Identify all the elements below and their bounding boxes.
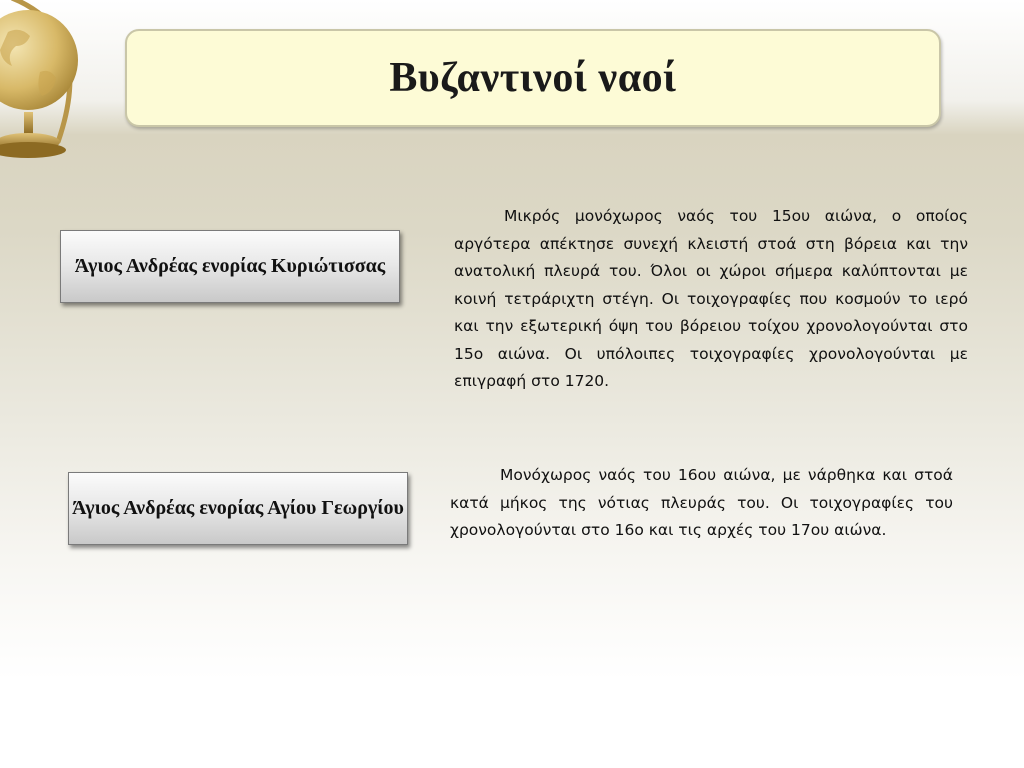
church-label-agios-georgios: Άγιος Ανδρέας ενορίας Αγίου Γεωργίου [68,472,408,545]
church-description-kyriotissa: Μικρός μονόχωρος ναός του 15ου αιώνα, ο οποίος αργότερα απέκτησε συνεχή κλειστή στοά στη βόρεια και την ανατολική πλευρά του. Όλοι οι χώροι σήμερα καλύπτονται με κοινή τετράριχτη στέγη. Οι τοιχογραφίες που κοσμούν το ιερό και την εξωτερική όψη του βόρειου τοίχου χρονολογούνται στο 15ο αιώνα. Οι υπόλοιπες τοιχογραφίες χρονολογούνται με επιγραφή στο 1720. [454,207,968,390]
church-description-agios-georgios: Μονόχωρος ναός του 16ου αιώνα, με νάρθηκα και στοά κατά μήκος της νότιας πλευράς του. Οι τοιχογραφίες του χρονολογούνται στο 16ο και τις αρχές του 17ου αιώνα. [450,466,953,539]
slide-title: Βυζαντινοί ναοί [389,55,677,101]
title-banner [125,29,941,127]
globe-icon [0,0,100,170]
church-label-kyriotissa: Άγιος Ανδρέας ενορίας Κυριώτισσας [60,230,400,303]
